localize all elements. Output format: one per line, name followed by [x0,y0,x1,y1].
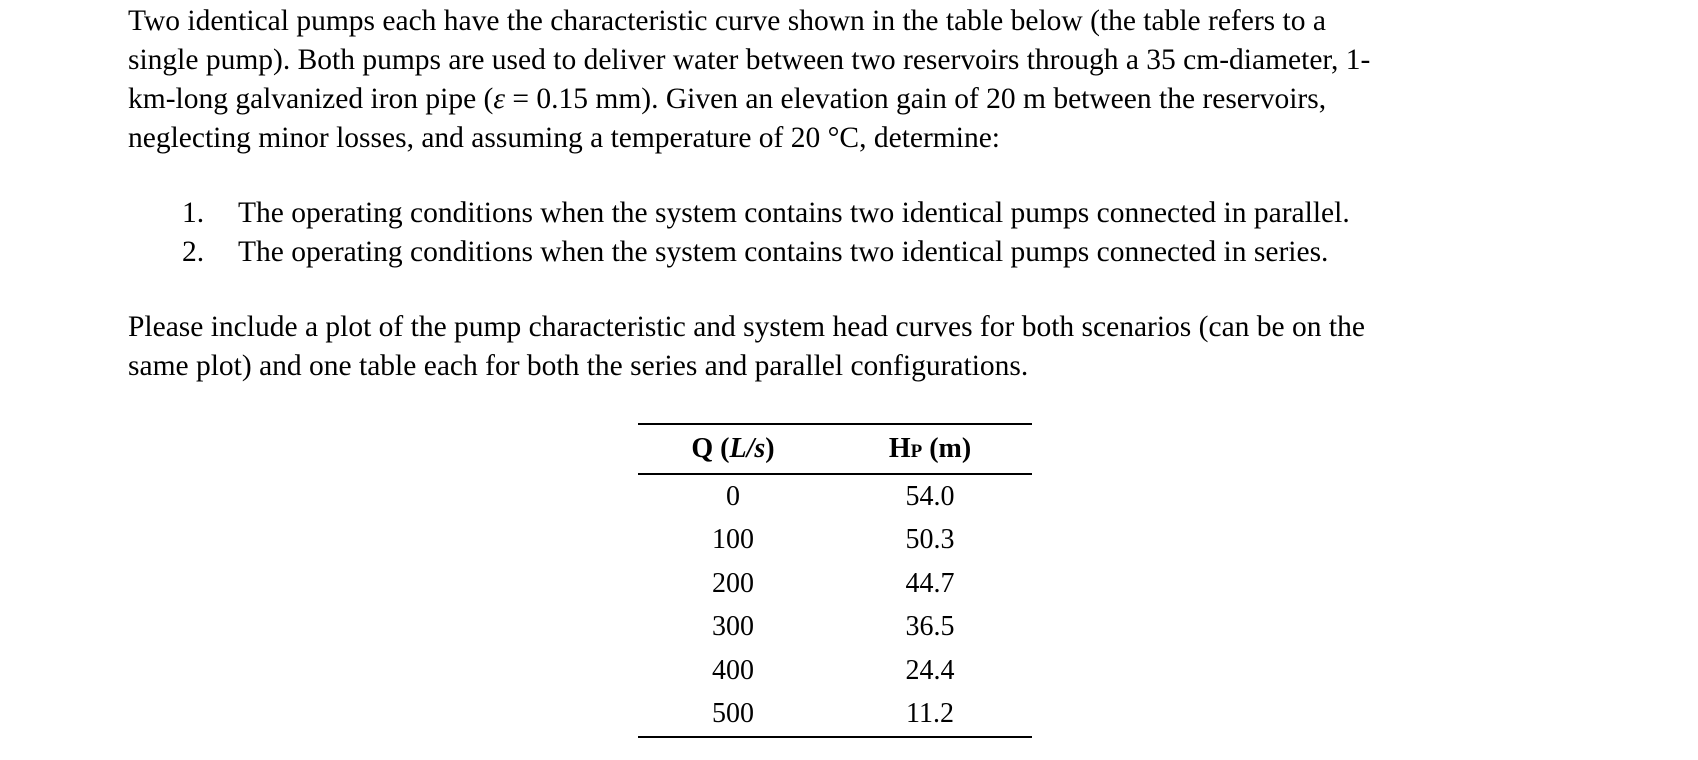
cell-flow-rate: 300 [712,611,754,643]
task-item-parallel [182,194,1350,233]
header-pump-head: HP (m) [888,433,972,464]
task-number: 2. [182,236,205,268]
cell-flow-rate: 400 [712,654,754,686]
header-flow-rate: Q (L/s) [691,433,775,464]
table-row [638,649,1032,693]
task-list [182,194,1350,272]
cell-pump-head: 44.7 [905,567,955,599]
problem-line-1: Two identical pumps each have the characteristic curve shown in the table below (the table refers to a [128,5,1326,37]
table-row [638,519,1032,563]
table-row [638,606,1032,650]
problem-line-2: single pump). Both pumps are used to deliver water between two reservoirs through a 35 cm-diameter, 1- [128,44,1371,76]
task-number: 1. [182,197,205,229]
task-text: The operating conditions when the system contains two identical pumps connected in parallel. [238,197,1350,229]
cell-flow-rate: 500 [712,698,754,730]
instructions-line-1: Please include a plot of the pump characteristic and system head curves for both scenarios (can be on the [128,311,1365,343]
problem-statement [128,2,1548,158]
table-row [638,693,1032,738]
task-text: The operating conditions when the system contains two identical pumps connected in series. [238,236,1329,268]
task-item-series [182,233,1350,272]
pump-table [638,423,1032,738]
table-header-row [638,424,1032,474]
cell-flow-rate: 0 [726,480,740,512]
instructions-line-2: same plot) and one table each for both the series and parallel configurations. [128,350,1029,382]
epsilon-symbol: ε [493,83,505,115]
problem-line-4: neglecting minor losses, and assuming a temperature of 20 °C, determine: [128,122,1000,154]
table-row [638,474,1032,519]
cell-pump-head: 24.4 [905,654,955,686]
cell-pump-head: 50.3 [905,524,955,556]
problem-line-3: km-long galvanized iron pipe (ε = 0.15 mm). Given an elevation gain of 20 m between the reservoirs, [128,83,1327,115]
cell-flow-rate: 100 [712,524,754,556]
cell-pump-head: 36.5 [905,611,955,643]
table-row [638,562,1032,606]
cell-pump-head: 54.0 [905,480,955,512]
instructions [128,308,1548,386]
cell-flow-rate: 200 [712,567,754,599]
pump-characteristic-table [638,423,1032,738]
cell-pump-head: 11.2 [906,698,954,730]
